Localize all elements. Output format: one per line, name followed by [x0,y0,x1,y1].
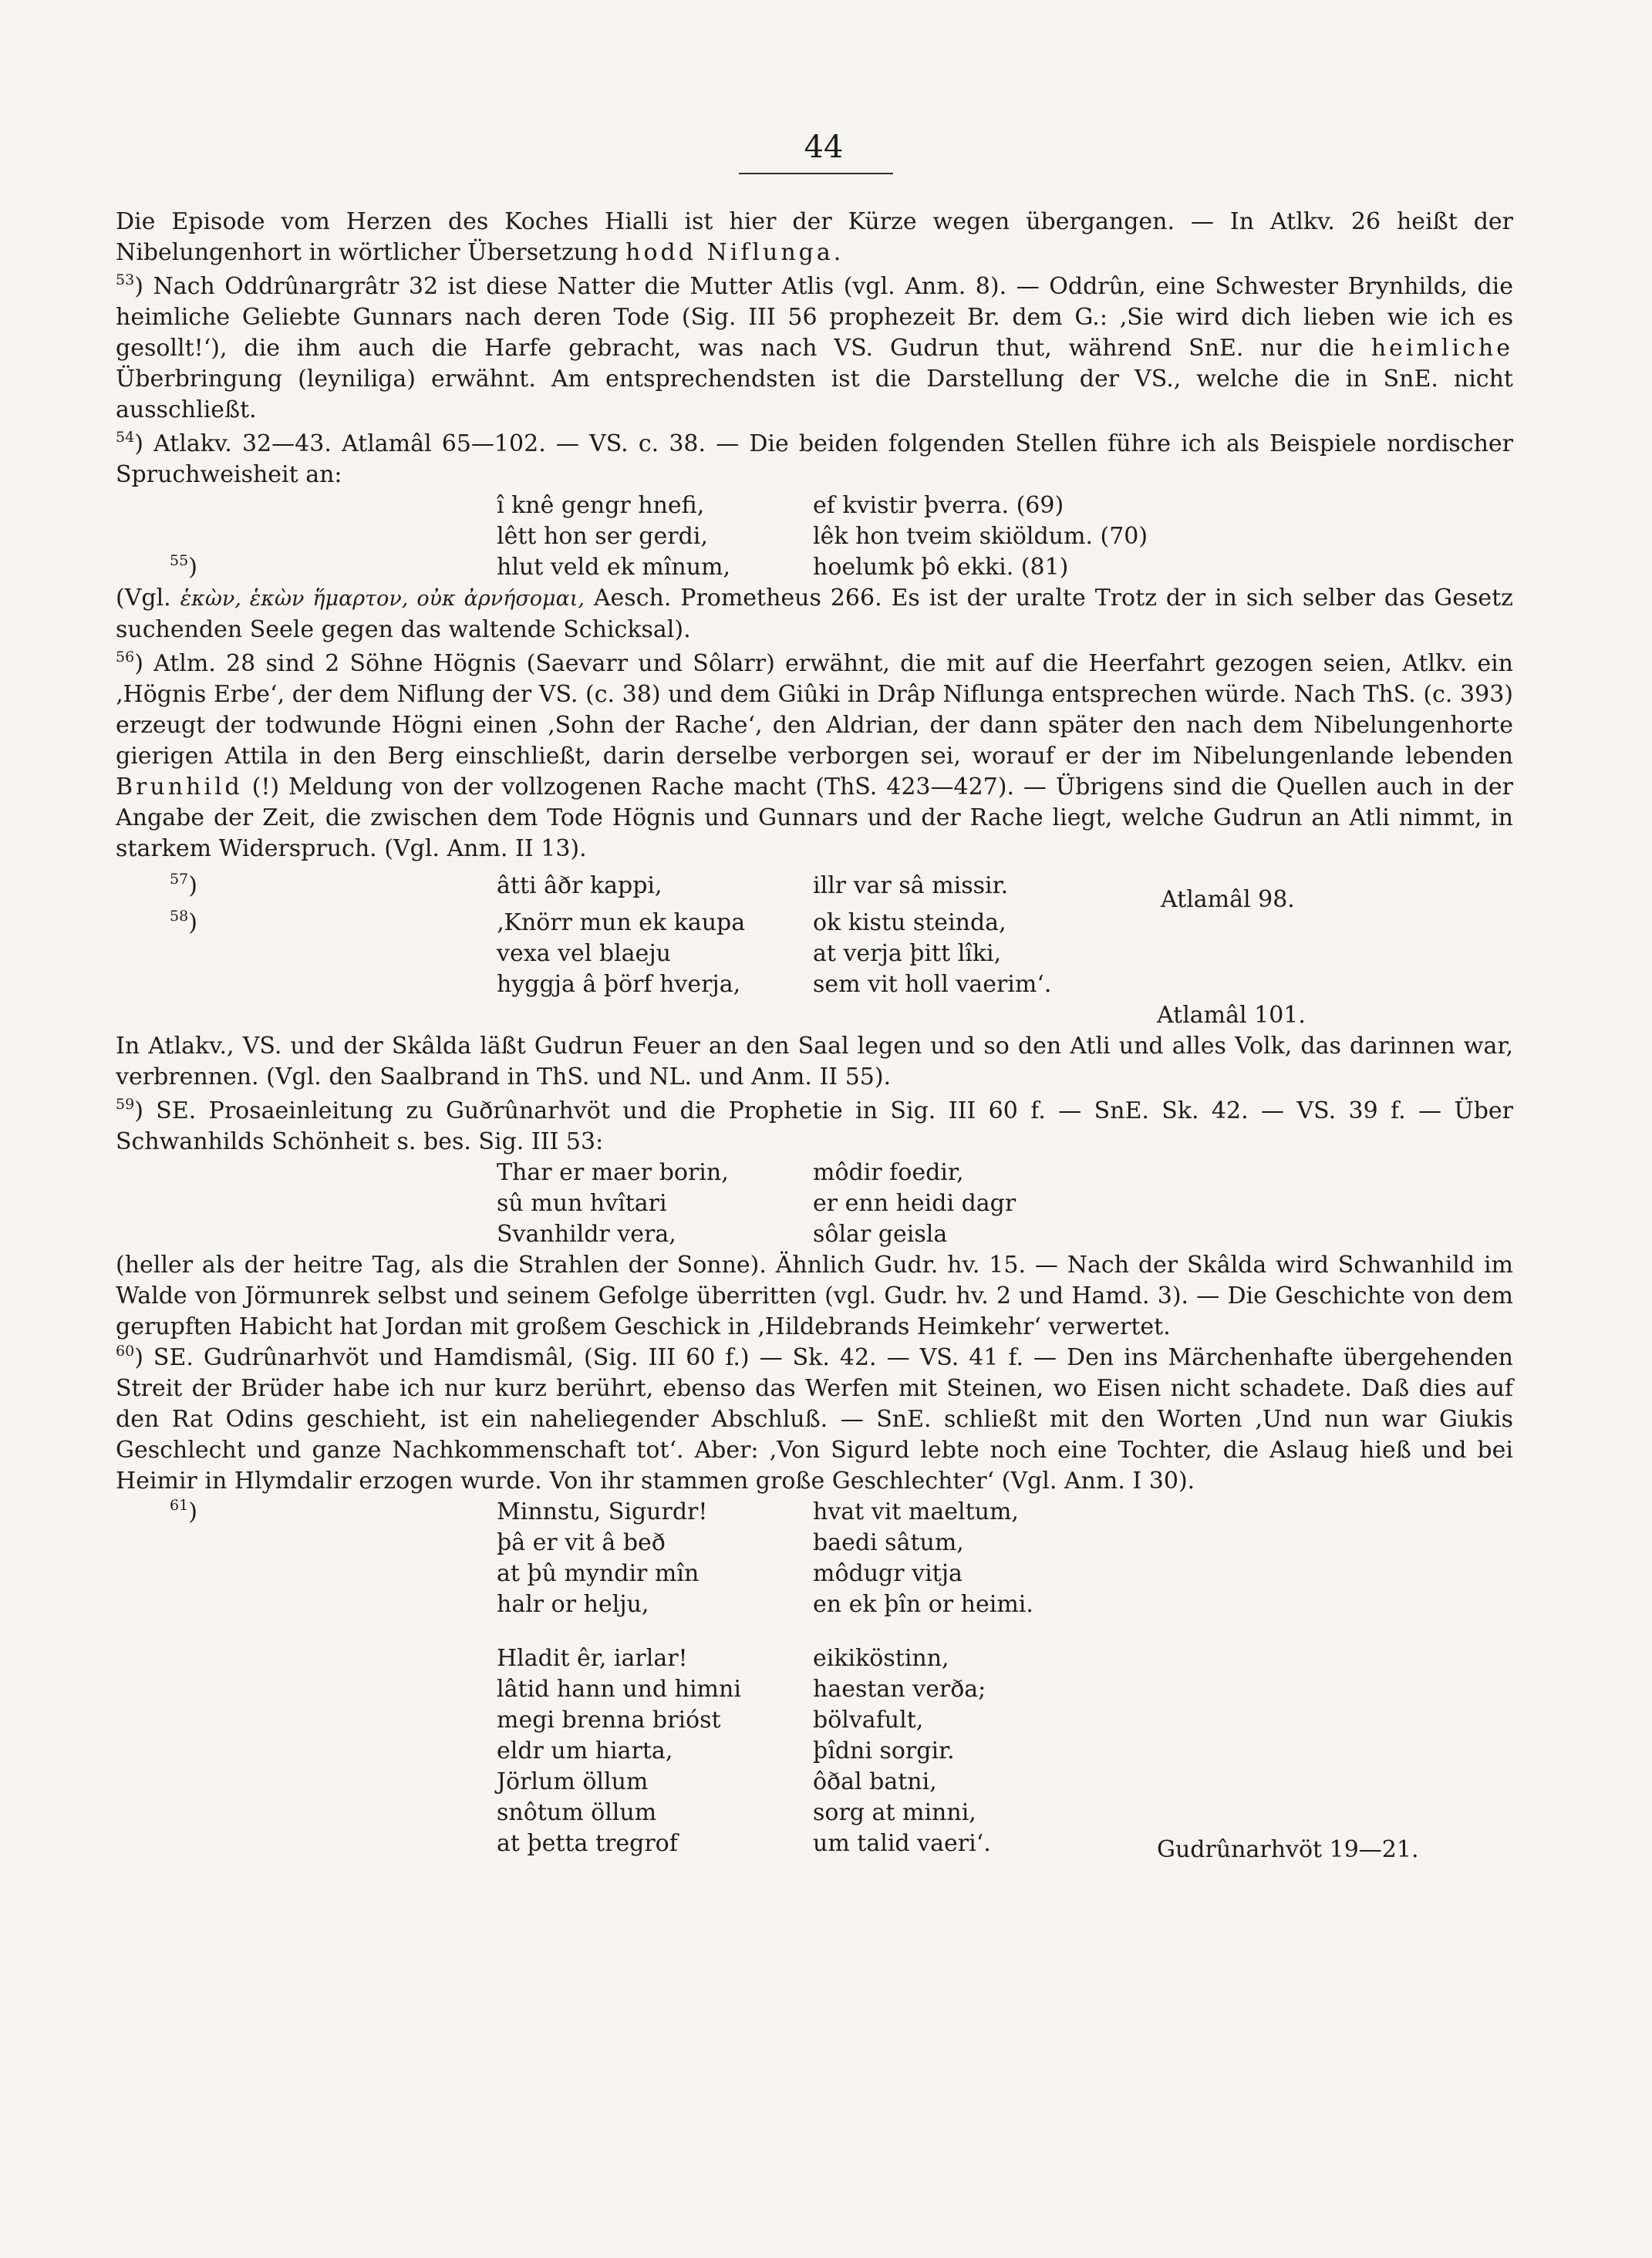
verse-line [116,1559,1513,1589]
verse-second-half: hoelumk þô ekki. (81) [813,554,1069,581]
paragraph-hort-spaced: hodd Niflunga. [625,239,845,266]
verse-first-half: âtti âðr kappi, [497,872,662,899]
verse-second-half: lêk hon tveim skiöldum. (70) [813,523,1148,550]
verse-line [116,1158,1513,1188]
verse-second-half: eikiköstinn, [813,1645,949,1672]
verse-first-half: Jörlum öllum [497,1768,649,1795]
footnote-53-text-a: ) Nach Oddrûnargrâtr 32 ist diese Natter die Mutter Atlis (vgl. Anm. 8). — Oddrûn, eine Schwester Brynhilds, die heimliche Geliebte Gunnars nach deren Tode (Sig. III 56 prophezeit Br. dem G.: ‚Sie wird dich lieben wie ich es gesollt!‘), die ihm auch die Harfe gebracht, was nach VS. Gudrun thut, während SnE. nur die [116,273,1513,362]
verse-second-half: baedi sâtum, [813,1529,964,1556]
verse-first-half: snôtum öllum [497,1799,657,1826]
footnote-55-vgl: (Vgl. [116,585,171,612]
verse-line [116,521,1513,552]
footnote-56-number: 56 [116,649,135,666]
paragraph-hort-text: Die Episode vom Herzen des Koches Hialli ist hier der Kürze wegen übergangen. — In Atlkv. 26 heißt der Nibelungenhort in wörtlicher Übersetzung [116,208,1513,266]
footnote-58-text: In Atlakv., VS. und der Skâlda läßt Gudrun Feuer an den Saal legen und so den Atli und alles Volk, das darinnen war, verbrennen. (Vgl. den Saalbrand in ThS. und NL. und Anm. II 55). [116,1033,1513,1090]
footnote-57-number: 57 [170,871,189,888]
footnote-53-spaced: heimliche [1370,335,1513,362]
verse-second-half: en ek þîn or heimi. [813,1591,1033,1618]
footnote-59-continuation: (heller als der heitre Tag, als die Strahlen der Sonne). Ähnlich Gudr. hv. 15. — Nach der Skâlda wird Schwanhild im Walde von Jörmunrek selbst und seinem Gefolge überritten (vgl. Gudr. hv. 2 und Hamd. 3). — Die Geschichte von dem gerupften Habicht hat Jordan mit großem Geschick in ‚Hildebrands Heimkehr‘ verwertet. [116,1252,1513,1340]
page-number-rule [739,173,893,174]
greek-quotation: ἑκὼν, ἑκὼν ἥμαρτον, οὐκ ἀρνήσομαι, [180,587,585,611]
verse-first-half: þâ er vit â beð [497,1529,666,1556]
verse-line [116,1767,1513,1798]
footnote-55-commentary [116,583,1513,645]
verse-line [116,1589,1513,1620]
footnote-60 [116,1343,1513,1497]
footnote-54-number: 54 [116,429,135,446]
footnote-59-number: 59 [116,1096,135,1113]
verse-second-half: at verja þitt lîki, [813,940,1002,967]
verse-line [116,1000,1513,1031]
verse-second-half: um talid vaeri‘. [813,1830,991,1857]
verse-first-half: halr or helju, [497,1591,649,1618]
footnote-59 [116,1096,1513,1158]
footnote-60-number: 60 [116,1343,135,1360]
verse-first-half: sû mun hvîtari [497,1190,667,1217]
footnote-58-number: 58 [170,908,189,925]
verse-first-half: hlut veld ek mînum, [497,554,731,581]
footnote-54 [116,429,1513,490]
verse-second-half: sorg at minni, [813,1799,976,1826]
verse-line [116,1798,1513,1828]
verse-line [116,1528,1513,1559]
verse-first-half: megi brenna brióst [497,1707,721,1734]
verse-line [116,1705,1513,1736]
footnote-59-text: ) SE. Prosaeinleitung zu Guðrûnarhvöt und die Prophetie in Sig. III 60 f. — SnE. Sk. 42. — VS. 39 f. — Über Schwanhilds Schönheit s. bes. Sig. III 53: [116,1097,1513,1155]
footnote-56-text-b: (!) Meldung von der vollzogenen Rache macht (ThS. 423—427). — Übrigens sind die Quellen auch in der Angabe der Zeit, die zwischen dem Tode Högnis und Gunnars und der Rache liegt, welche Gudrun an Atli nimmt, in starkem Widerspruch. (Vgl. Anm. II 13). [116,773,1513,862]
footnote-56-text-a: ) Atlm. 28 sind 2 Söhne Högnis (Saevarr und Sôlarr) erwähnt, die mit auf die Heerfahrt gezogen seien, Atlkv. ein ‚Högnis Erbe‘, der dem Niflung der VS. (c. 38) und dem Giûki in Drâp Niflunga entsprechen würde. Nach ThS. (c. 393) erzeugt der todwunde Högni einen ‚Sohn der Rache‘, den Aldrian, der dann später den nach dem Nibelungenhorte gierigen Attila in den Berg einschließt, darin derselbe verborgen sei, worauf er der im Nibelungenlande lebenden [116,650,1513,770]
footnote-56-spaced: Brunhild [116,773,243,800]
verse-second-half: hvat vit maeltum, [813,1498,1019,1525]
footnote-55-number: 55 [170,552,189,569]
verse-first-half: Minnstu, Sigurdr! [497,1498,708,1525]
footnote-55-marker: $^{55}$) [170,552,197,581]
verse-first-half: Thar er maer borin, [497,1159,729,1186]
verse-second-half: môdugr vitja [813,1560,963,1587]
verse-second-half: bölvafult, [813,1707,924,1734]
footnote-57-marker: $^{57}$) [170,871,197,899]
footnote-61 [116,1497,1513,1528]
verse-first-half: at þetta tregrof [497,1830,678,1857]
page-body [116,207,1513,1863]
verse-line [116,490,1513,521]
footnote-53 [116,271,1513,426]
verse-line [116,939,1513,969]
verse-second-half: ôðal batni, [813,1768,937,1795]
footnote-58 [116,908,1513,939]
verse-citation: Atlamâl 98. [1161,886,1295,913]
verse-second-half: ok kistu steinda, [813,909,1006,936]
footnote-57 [116,871,1513,913]
verse-first-half: î knê gengr hnefi, [497,492,705,519]
verse-first-half: Svanhildr vera, [497,1221,676,1248]
paragraph-hort [116,207,1513,268]
verse-line [116,1828,1513,1863]
verse-second-half: er enn heidi dagr [813,1190,1016,1217]
verse-second-half: sem vit holl vaerim‘. [813,971,1052,998]
verse-line [116,552,1513,583]
verse-line [116,969,1513,1000]
verse-line [116,1674,1513,1705]
verse-first-half: lâtid hann und himni [497,1676,741,1703]
verse-first-half: Hladit êr, iarlar! [497,1645,688,1672]
footnote-54-text: ) Atlakv. 32—43. Atlamâl 65—102. — VS. c. 38. — Die beiden folgenden Stellen führe ich als Beispiele nordischer Spruchweisheit an: [116,430,1513,488]
verse-second-half: illr var sâ missir. [813,872,1009,899]
footnote-56 [116,649,1513,864]
verse-first-half: hyggja â þörf hverja, [497,971,741,998]
verse-line [116,1736,1513,1767]
verse-first-half: vexa vel blaeju [497,940,671,967]
verse-second-half: þîdni sorgir. [813,1737,955,1764]
verse-first-half: eldr um hiarta, [497,1737,673,1764]
footnote-61-number: 61 [170,1497,189,1514]
page-number: 44 [804,130,844,165]
verse-second-half: môdir foedir, [813,1159,964,1186]
footnote-55-text: Aesch. Prometheus 266. Es ist der uralte Trotz der in sich selber das Gesetz suchenden Seele gegen das waltende Schicksal). [116,585,1513,643]
footnote-53-text-b: Überbringung (leyniliga) erwähnt. Am entsprechendsten ist die Darstellung der VS., welche die in SnE. nicht ausschließt. [116,366,1513,423]
footnote-61-marker: $^{61}$) [170,1497,197,1525]
verse-citation: Atlamâl 101. [1157,1002,1306,1029]
verse-second-half: sôlar geisla [813,1221,948,1248]
verse-first-half: at þû myndir mîn [497,1560,700,1587]
verse-first-half: ‚Knörr mun ek kaupa [497,909,746,936]
verse-second-half: ef kvistir þverra. (69) [813,492,1064,519]
footnote-53-number: 53 [116,271,135,288]
verse-line [116,1219,1513,1250]
verse-second-half: haestan verða; [813,1676,986,1703]
verse-first-half: lêtt hon ser gerdi, [497,523,708,550]
footnote-58-marker: $^{58}$) [170,908,197,936]
verse-line [116,1643,1513,1674]
footnote-60-text: ) SE. Gudrûnarhvöt und Hamdismâl, (Sig. III 60 f.) — Sk. 42. — VS. 41 f. — Den ins Märchenhafte übergehenden Streit der Brüder habe ich nur kurz berührt, ebenso das Werfen mit Steinen, wo Eisen nicht schadete. Daß dies auf den Rat Odins geschieht, ist ein naheliegender Abschluß. — SnE. schließt mit den Worten ‚Und nun war Giukis Geschlecht und ganze Nachkommenschaft tot‘. Aber: ‚Von Sigurd lebte noch eine Tochter, die Aslaug hieß und bei Heimir in Hlymdalir erzogen wurde. Von ihr stammen große Geschlechter‘ (Vgl. Anm. I 30). [116,1344,1513,1495]
verse-line [116,1188,1513,1219]
verse-citation: Gudrûnarhvöt 19—21. [1157,1836,1419,1863]
